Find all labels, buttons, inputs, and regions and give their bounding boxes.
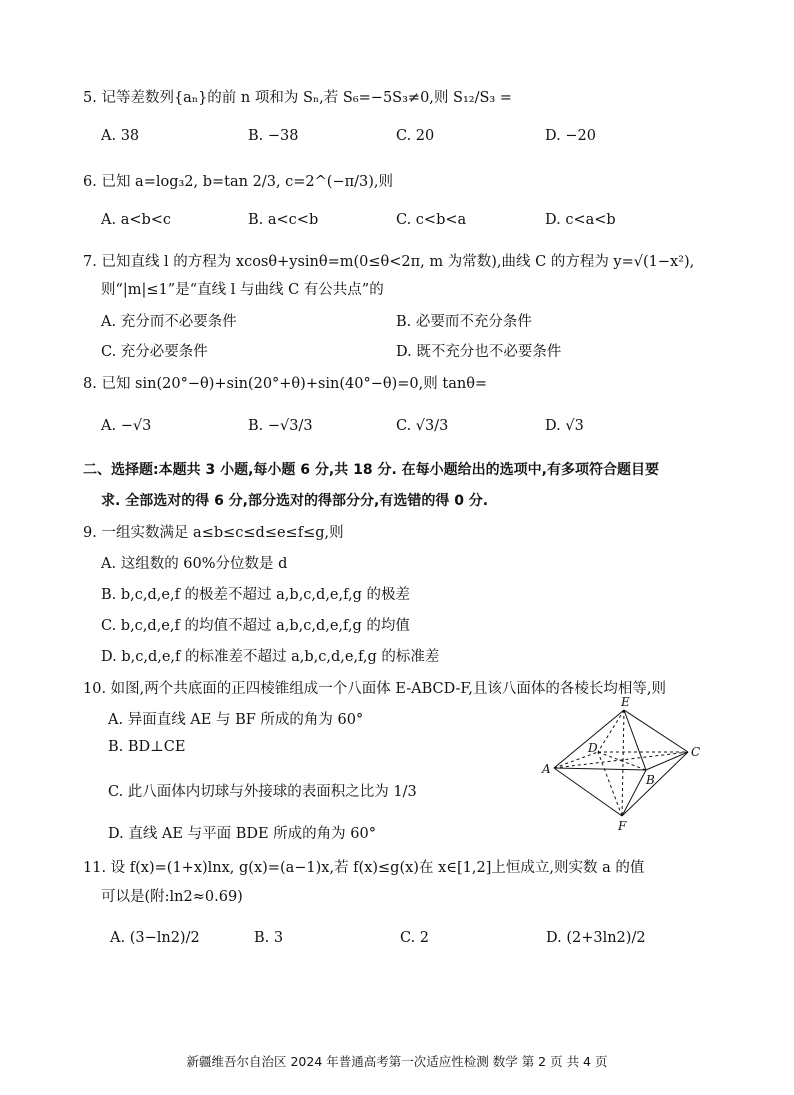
section-2-heading-line2: 求. 全部选对的得 6 分,部分选对的得部分分,有选错的得 0 分. [101, 493, 489, 509]
q6-option-c: C. c<b<a [396, 212, 467, 228]
q5-option-d: D. −20 [545, 128, 596, 144]
q11-option-d: D. (2+3ln2)/2 [546, 930, 646, 946]
question-9-stem: 9. 一组实数满足 a≤b≤c≤d≤e≤f≤g,则 [83, 525, 344, 541]
q7-option-a: A. 充分而不必要条件 [101, 314, 237, 330]
label-f: F [618, 819, 627, 833]
q9-option-a: A. 这组数的 60%分位数是 d [101, 556, 288, 572]
q10-option-d: D. 直线 AE 与平面 BDE 所成的角为 60° [108, 826, 376, 842]
section-2-heading: 二、选择题:本题共 3 小题,每小题 6 分,共 18 分. 在每小题给出的选项中,有多项符合题目要 [83, 462, 659, 478]
q7-option-b: B. 必要而不充分条件 [396, 314, 532, 330]
octahedron-figure [538, 692, 718, 834]
q8-option-c: C. √3/3 [396, 418, 449, 434]
q11-option-b: B. 3 [254, 930, 284, 946]
q5-option-b: B. −38 [248, 128, 299, 144]
label-a: A [542, 762, 551, 776]
question-6-stem: 6. 已知 a=log₃2, b=tan 2/3, c=2^(−π/3),则 [83, 174, 394, 190]
q9-option-d: D. b,c,d,e,f 的标准差不超过 a,b,c,d,e,f,g 的标准差 [101, 649, 440, 665]
question-7-stem: 7. 已知直线 l 的方程为 xcosθ+ysinθ=m(0≤θ<2π, m 为常数),曲线 C 的方程为 y=√(1−x²), [83, 254, 695, 270]
q6-option-b: B. a<c<b [248, 212, 319, 228]
q7-option-c: C. 充分必要条件 [101, 344, 208, 360]
q9-option-b: B. b,c,d,e,f 的极差不超过 a,b,c,d,e,f,g 的极差 [101, 587, 410, 603]
q11-option-c: C. 2 [400, 930, 430, 946]
page-footer: 新疆维吾尔自治区 2024 年普通高考第一次适应性检测 数学 第 2 页 共 4 页 [186, 1054, 608, 1069]
q8-option-b: B. −√3/3 [248, 418, 313, 434]
q5-option-a: A. 38 [101, 128, 140, 144]
label-c: C [691, 745, 701, 759]
label-b: B [646, 773, 655, 787]
q6-option-a: A. a<b<c [101, 212, 172, 228]
q10-option-c: C. 此八面体内切球与外接球的表面积之比为 1/3 [108, 784, 417, 800]
q8-option-d: D. √3 [545, 418, 584, 434]
q9-option-c: C. b,c,d,e,f 的均值不超过 a,b,c,d,e,f,g 的均值 [101, 618, 410, 634]
q5-option-c: C. 20 [396, 128, 435, 144]
q7-option-d: D. 既不充分也不必要条件 [396, 344, 562, 360]
question-11-stem-line2: 可以是(附:ln2≈0.69) [101, 889, 243, 905]
q6-option-d: D. c<a<b [545, 212, 616, 228]
question-8-stem: 8. 已知 sin(20°−θ)+sin(20°+θ)+sin(40°−θ)=0,则 tanθ= [83, 376, 488, 392]
q11-option-a: A. (3−ln2)/2 [110, 930, 200, 946]
label-e: E [621, 695, 630, 709]
label-d: D [588, 741, 598, 755]
question-5-stem: 5. 记等差数列{aₙ}的前 n 项和为 Sₙ,若 S₆=−5S₃≠0,则 S₁₂/S₃ = [83, 90, 512, 106]
question-11-stem: 11. 设 f(x)=(1+x)lnx, g(x)=(a−1)x,若 f(x)≤g(x)在 x∈[1,2]上恒成立,则实数 a 的值 [83, 860, 645, 876]
q10-option-b: B. BD⊥CE [108, 739, 186, 755]
question-7-stem-line2: 则“|m|≤1”是“直线 l 与曲线 C 有公共点”的 [101, 282, 384, 298]
question-10-stem: 10. 如图,两个共底面的正四棱锥组成一个八面体 E-ABCD-F,且该八面体的各棱长均相等,则 [83, 681, 666, 697]
q10-option-a: A. 异面直线 AE 与 BF 所成的角为 60° [108, 712, 364, 728]
q8-option-a: A. −√3 [101, 418, 152, 434]
